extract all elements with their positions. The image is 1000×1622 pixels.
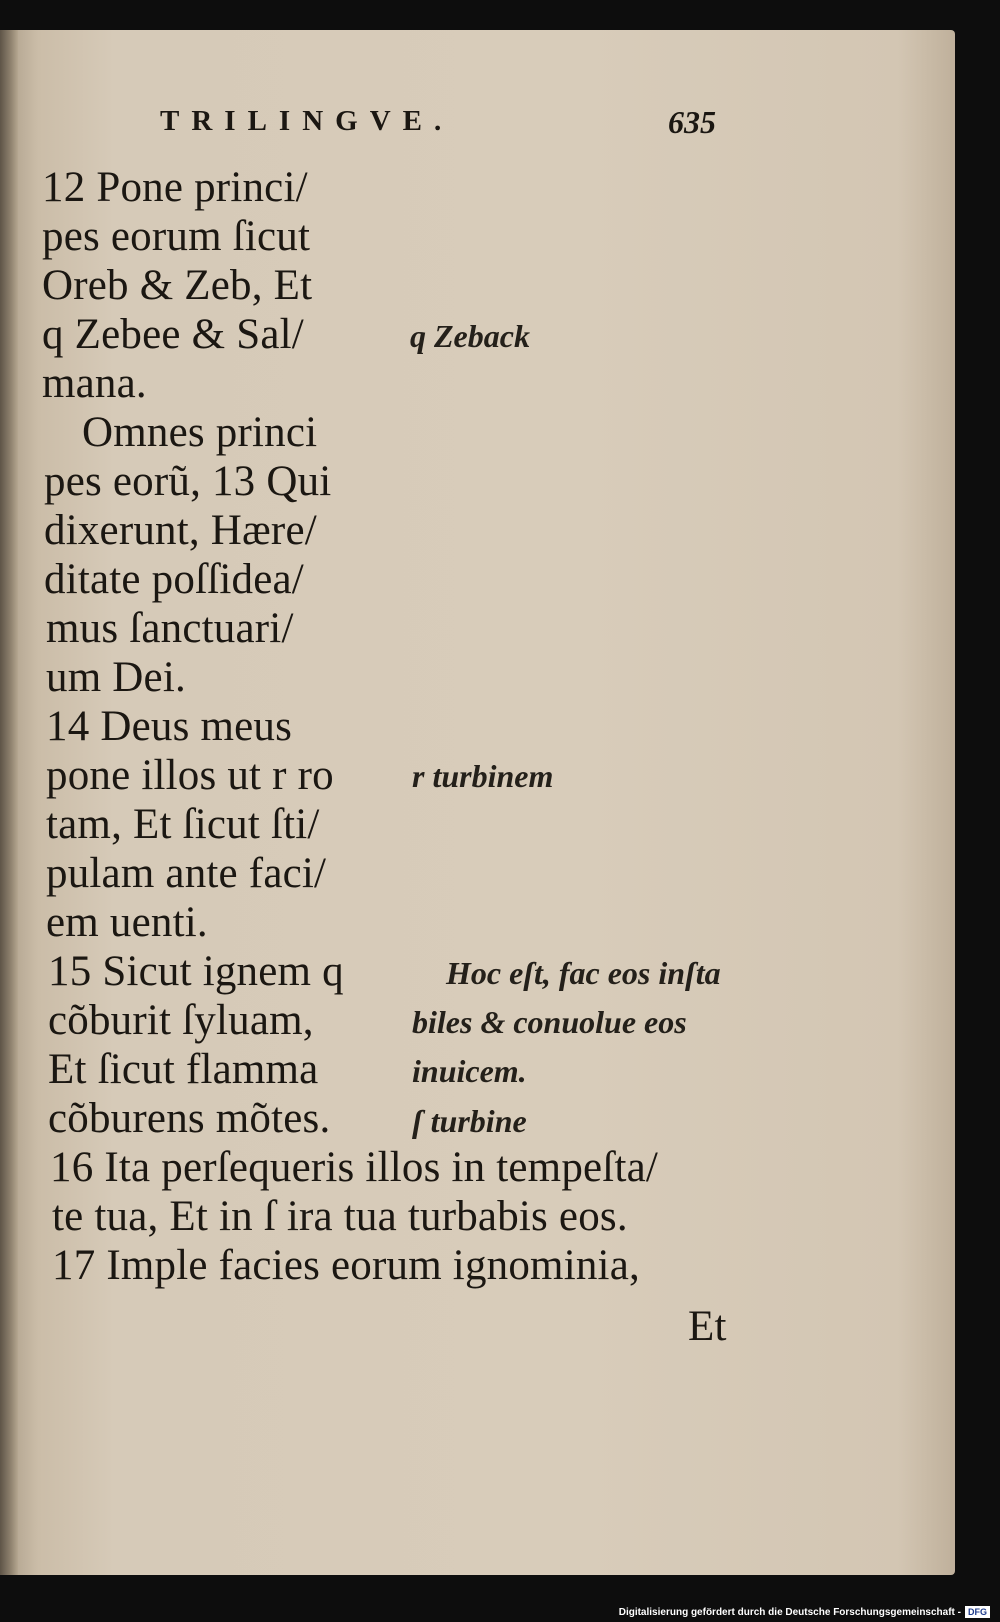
- text-line: cõburit ſyluam,: [48, 997, 314, 1044]
- text-line: mana.: [42, 360, 147, 407]
- dfg-logo: DFG: [965, 1606, 990, 1618]
- margin-note: q Zeback: [410, 318, 530, 354]
- margin-note: ſ turbine: [412, 1103, 527, 1139]
- page-number: 635: [668, 104, 716, 140]
- text-line: 15 Sicut ignem q: [48, 948, 344, 995]
- margin-note: biles & conuolue eos: [412, 1004, 687, 1040]
- text-line: te tua, Et in ſ ira tua turbabis eos.: [52, 1193, 628, 1240]
- text-line: Oreb & Zeb, Et: [42, 262, 313, 309]
- text-line: pes eorum ſicut: [42, 213, 311, 260]
- text-line: pes eorũ, 13 Qui: [44, 458, 332, 505]
- text-line: um Dei.: [46, 654, 186, 701]
- text-line: pulam ante faci/: [46, 850, 327, 897]
- margin-note: Hoc eſt, fac eos inſta: [446, 955, 721, 991]
- text-line: Et ſicut flamma: [48, 1046, 319, 1093]
- margin-note: r turbinem: [412, 758, 554, 794]
- text-line: dixerunt, Hære/: [44, 507, 317, 554]
- text-line: cõburens mõtes.: [48, 1095, 331, 1142]
- digitization-footer: [619, 1605, 990, 1619]
- text-line: pone illos ut r ro: [46, 752, 334, 799]
- text-line: Omnes princi: [82, 409, 318, 456]
- footer-credit: Digitalisierung gefördert durch die Deutsche Forschungsgemeinschaft -: [618, 1606, 961, 1618]
- text-line: tam, Et ſicut ſti/: [46, 801, 320, 848]
- text-line: ditate poſſidea/: [44, 556, 304, 603]
- margin-note: inuicem.: [412, 1053, 527, 1089]
- text-line: q Zebee & Sal/: [42, 311, 304, 358]
- text-line: 16 Ita perſequeris illos in tempeſta/: [50, 1144, 659, 1191]
- catchword: Et: [688, 1303, 727, 1350]
- running-head: TRILINGVE.: [160, 105, 454, 137]
- page-gutter-shadow: [0, 30, 18, 1575]
- text-line: 14 Deus meus: [46, 703, 293, 750]
- text-line: 12 Pone princi/: [42, 164, 308, 211]
- text-line: mus ſanctuari/: [46, 605, 294, 652]
- text-line: 17 Imple facies eorum ignominia,: [52, 1242, 640, 1289]
- text-line: em uenti.: [46, 899, 208, 946]
